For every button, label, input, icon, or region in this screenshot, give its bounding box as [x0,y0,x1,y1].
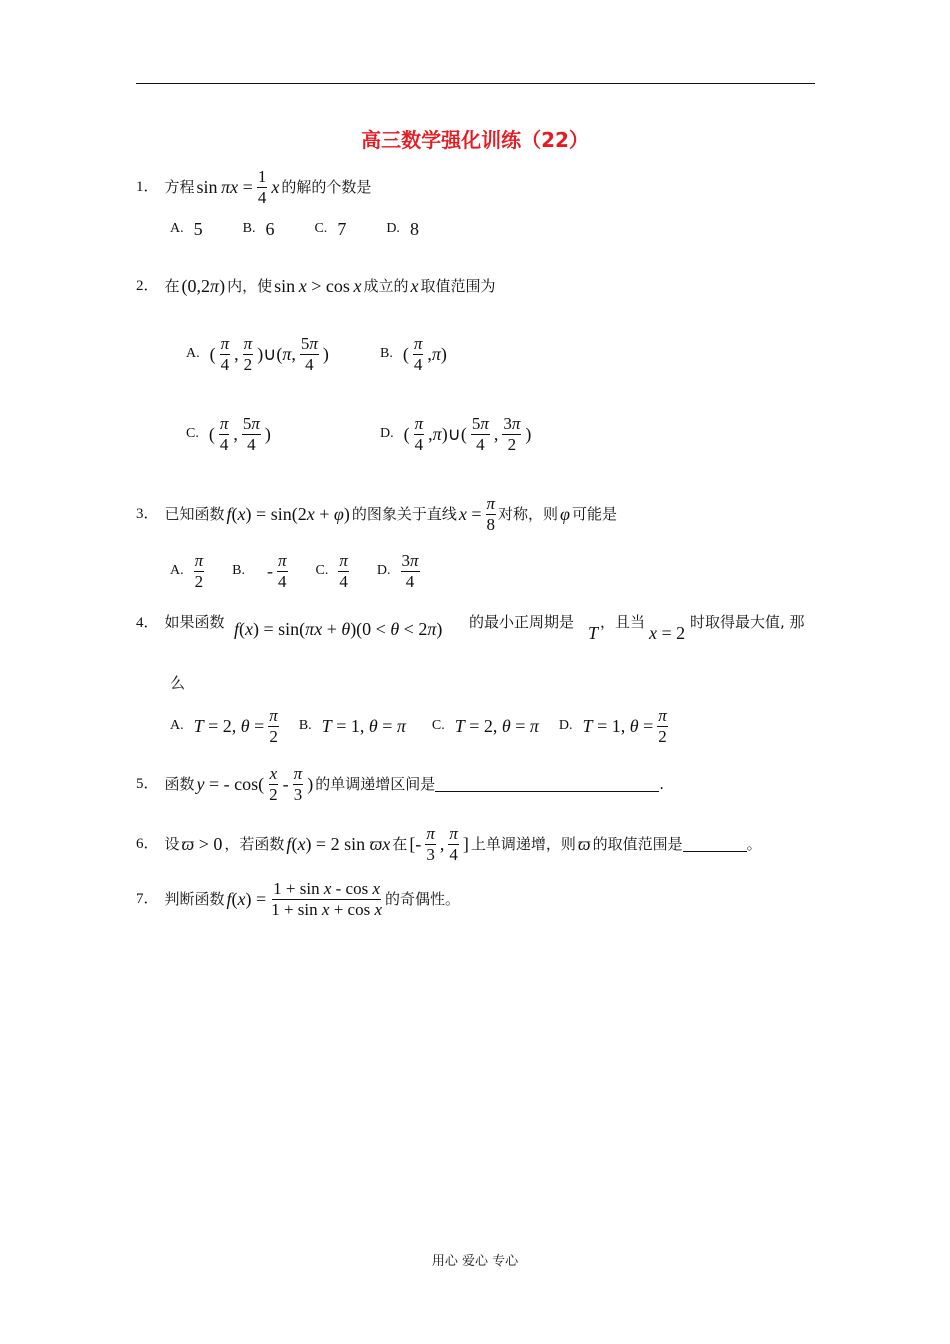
question-number: 1． [136,178,159,195]
question-number: 5． [136,775,159,792]
question-2: 2． 在 (0,2π) 内，使 sin x > cos x 成立的 x 取值范围为 [136,276,496,296]
fraction: $\frac{1}{4}$ [257,167,267,207]
question-3-options: A. $\frac{\pi}{2}$ B. - $\frac{\pi}{4}$ C. $\frac{\pi}{4}$ D. $\frac{3\pi}{4}$ [170,551,419,591]
header-rule [136,83,815,84]
page-title: 高三数学强化训练（22） [361,128,589,152]
option-a: A. ( $\frac{\pi}{4}$ , $\frac{\pi}{2}$ )∪(π, $\frac{5\pi}{4}$ ) [186,334,329,374]
question-5: 5． 函数 y = - cos( $\frac{x}{2}$ - $\frac{\pi}{3}$ ) 的单调递增区间是 . [136,764,664,804]
option-value: 7 [337,219,347,239]
answer-blank[interactable] [683,837,747,852]
option-d: D. ( $\frac{\pi}{4}$ ,π)∪( $\frac{5\pi}{4}$ , $\frac{3\pi}{2}$ ) [380,414,532,454]
question-4: 4． 如果函数 [136,613,225,631]
option-value: 5 [193,219,203,239]
question-number: 2． [136,277,159,294]
fraction: $\frac{\text{1 + sin x - cos x}}{\text{1 + sin x + cos x}}$ [271,879,382,919]
question-1-options [170,220,421,238]
question-number: 4． [136,615,159,631]
question-number: 3． [136,505,159,522]
option-label: B. [242,221,256,236]
option-b: B. ( $\frac{\pi}{4}$ ,π) [380,334,447,374]
option-label: C. [314,221,328,236]
question-7: 7． 判断函数 f(x) = $\frac{\text{1 + sin x - cos x}}{\text{1 + sin x + cos x}}$ 的奇偶性。 [136,879,460,919]
question-4-options: A. T = 2, θ = $\frac{\pi}{2}$ B. T = 1, θ = π C. T = 2, θ = π D. T = 1, θ = $\frac{\pi}{2}$ [170,706,667,746]
question-number: 6． [136,835,159,852]
question-6: 6． 设 ϖ > 0 ，若函数 f(x) = 2 sin ϖx 在 [- $\frac{\pi}{3}$ , $\frac{\pi}{4}$ ] 上单调递增，则 ϖ 的取值范围是 。 [136,824,762,864]
page-footer: 用心 爱心 专心 [431,1254,519,1269]
question-number: 7． [136,890,159,907]
option-label: D. [386,221,400,236]
option-c: C. ( $\frac{\pi}{4}$ , $\frac{5\pi}{4}$ ) [186,414,271,454]
equation: sin πx = [196,177,253,198]
option-value: 6 [265,219,275,239]
answer-blank[interactable] [435,777,659,792]
question-1: 1． 方程 sin πx = $\frac{1}{4}$ x 的解的个数是 [136,167,372,207]
equation: f(x) = sin(πx + θ)(0 < θ < 2π) [234,619,443,639]
question-3: 3． 已知函数 f(x) = sin(2x + φ) 的图象关于直线 x = $\frac{\pi}{8}$ 对称，则 φ 可能是 [136,494,618,534]
option-value: 8 [409,219,419,239]
option-label: A. [170,221,184,236]
